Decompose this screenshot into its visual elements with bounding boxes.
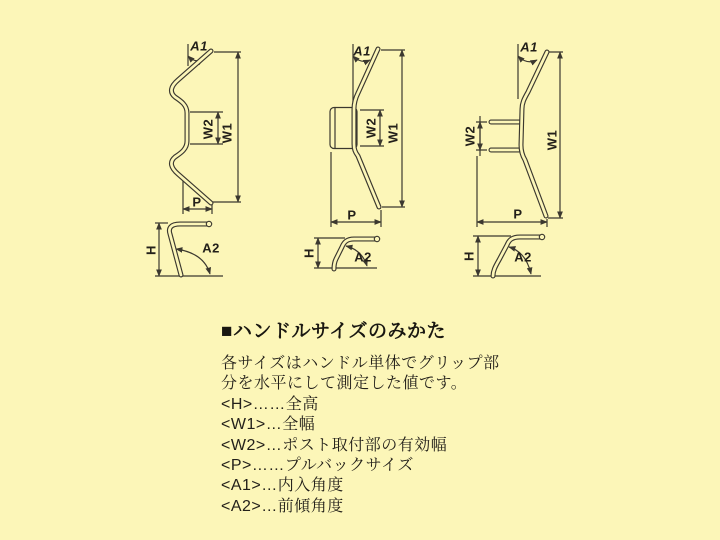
w1-label-bar1: W1 (219, 122, 235, 144)
w1-label-bar3: W1 (544, 129, 560, 151)
bar3-mount-posts-bore (491, 122, 519, 150)
p-label-bar2: P (347, 207, 357, 223)
bar3-grip-open-end (539, 234, 544, 239)
a2-label-bar3: A2 (514, 249, 532, 265)
w2-label-bar3: W2 (462, 125, 478, 147)
size-guide-heading: ■ハンドルサイズのみかた (221, 321, 446, 342)
size-guide-def-w1: <W1>…全幅 (221, 416, 316, 434)
size-guide-def-h: <H>……全高 (221, 395, 319, 413)
size-guide-def-a1: <A1>…内入角度 (221, 477, 344, 495)
a1-label-bar2: A1 (353, 43, 371, 59)
size-guide-intro-line1: 各サイズはハンドル単体でグリップ部 (221, 355, 500, 372)
w1-label-bar2: W1 (385, 122, 401, 144)
h-label-bar3: H (461, 251, 477, 261)
h-label-bar2: H (301, 248, 317, 258)
bar3-a1-arc (518, 56, 537, 62)
size-guide-def-a2: <A2>…前傾角度 (221, 497, 344, 515)
a2-label-bar1: A2 (202, 240, 220, 256)
a2-label-bar2: A2 (354, 249, 372, 265)
h-label-bar1: H (143, 245, 159, 255)
p-label-bar1: P (192, 194, 202, 210)
w2-label-bar1: W2 (200, 118, 216, 140)
bar3-mount-posts-outline (491, 122, 519, 150)
a1-label-bar1: A1 (190, 38, 208, 54)
size-guide-intro-line2: 分を水平にして測定した値です。 (221, 375, 468, 393)
bar1-grip-open-end (206, 221, 211, 226)
size-guide-section (221, 316, 521, 517)
bar3-side-view (473, 234, 545, 276)
w2-label-bar2: W2 (363, 117, 379, 139)
bar3-w2-extension-lines (476, 122, 487, 150)
p-label-bar3: P (513, 206, 523, 222)
size-guide-def-p: <P>……プルバックサイズ (221, 457, 414, 475)
bar2-grip-open-end (374, 236, 379, 241)
a1-label-bar3: A1 (520, 39, 538, 55)
size-guide-def-w2: <W2>…ポスト取付部の有効幅 (221, 436, 448, 454)
bar3-tube-bore (521, 52, 547, 216)
